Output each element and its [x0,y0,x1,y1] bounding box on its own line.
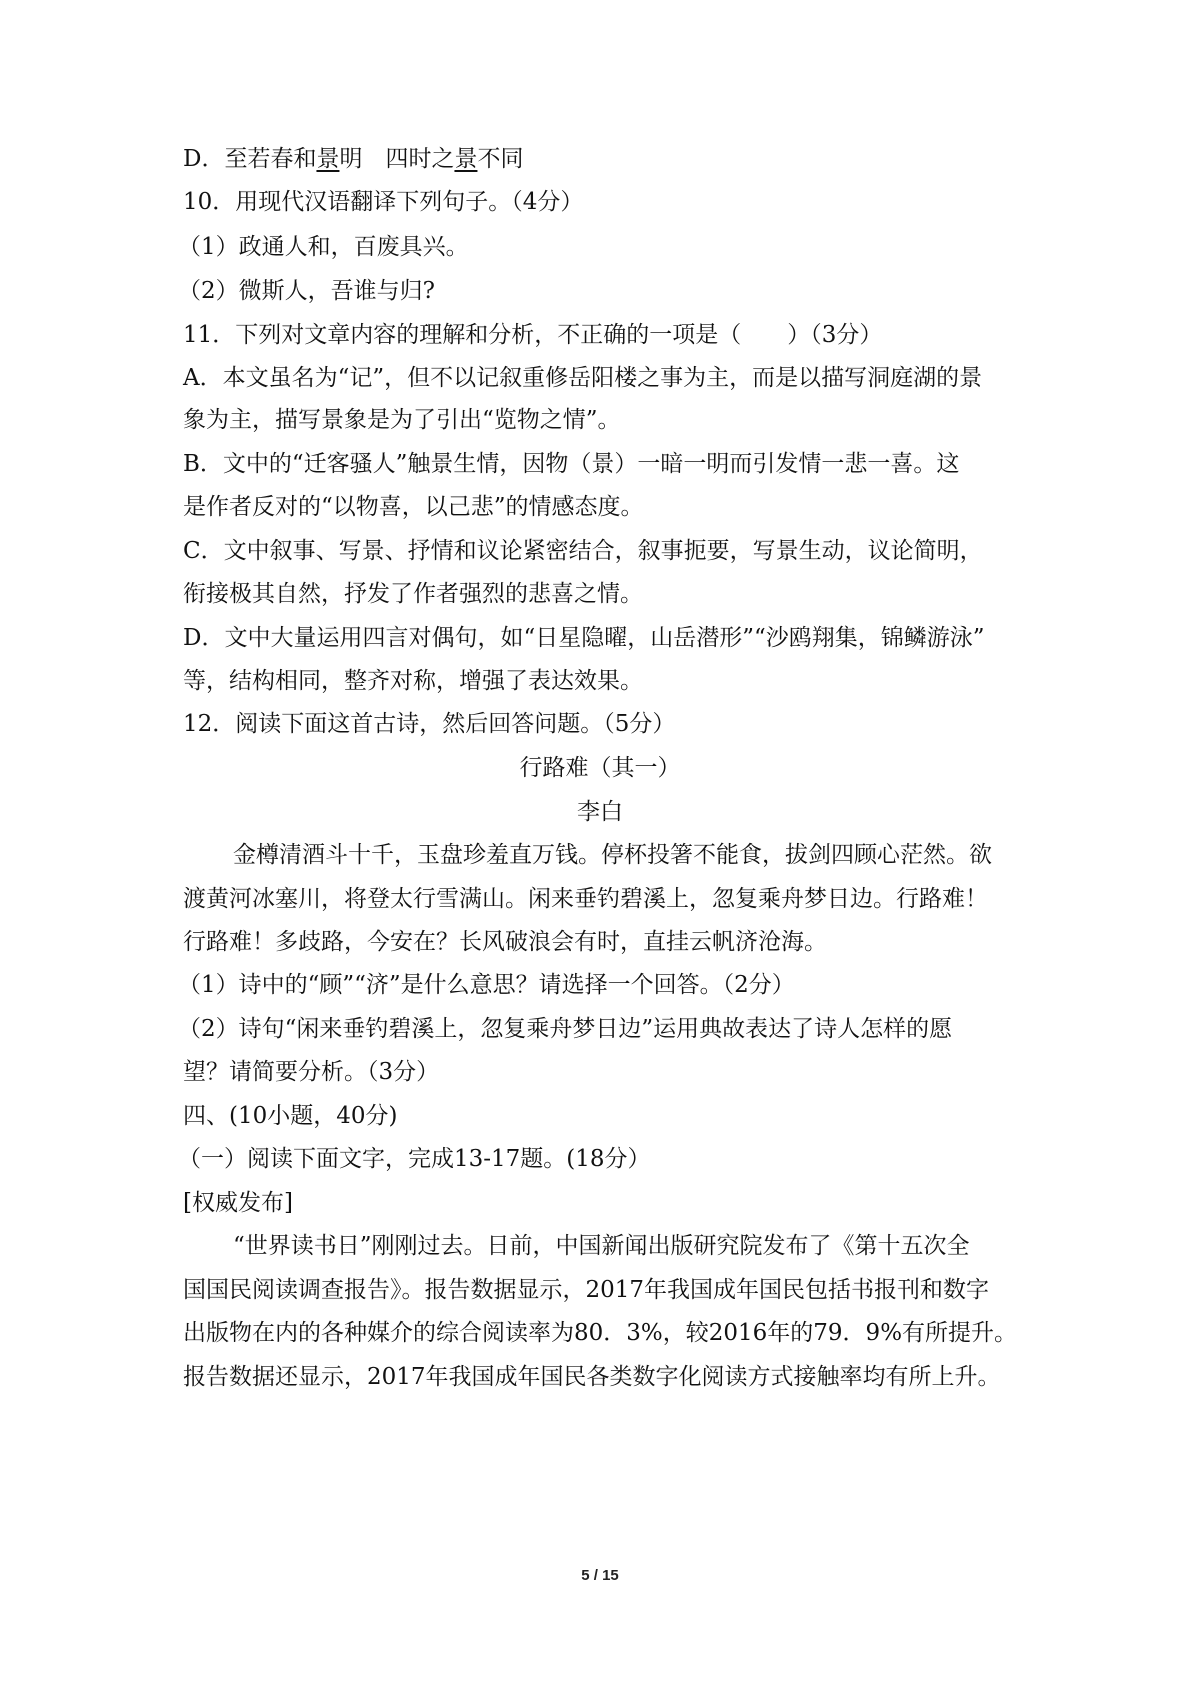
question-11: 11．下列对文章内容的理解和分析，不正确的一项是（ ）（3分） [183,322,883,348]
underlined-char: 景 [316,146,340,172]
option-11b-cont: 是作者反对的“以物喜，以己悲”的情感态度。 [183,494,644,520]
poem-author: 李白 [577,799,623,825]
passage-line-3: 出版物在内的各种媒介的综合阅读率为80．3%，较2016年的79．9%有所提升。 [183,1320,1018,1346]
option-11c: C．文中叙事、写景、抒情和议论紧密结合，叙事扼要，写景生动，议论简明， [183,538,983,564]
option-11c-cont: 衔接极其自然，抒发了作者强烈的悲喜之情。 [183,581,643,607]
question-12-item-2-cont: 望？请简要分析。（3分） [183,1059,440,1085]
option-11a: A．本文虽名为“记”，但不以记叙重修岳阳楼之事为主，而是以描写洞庭湖的景 [183,365,983,391]
page-number: 5 / 15 [581,1567,619,1584]
question-10-item-2: （2）微斯人，吾谁与归? [178,278,435,304]
option-9d-text: D．至若春和 [183,146,317,172]
question-12-item-2: （2）诗句“闲来垂钓碧溪上，忽复乘舟梦日边”运用典故表达了诗人怎样的愿 [178,1016,953,1042]
question-10: 10．用现代汉语翻译下列句子。（4分） [183,189,584,215]
passage-line-1: “世界读书日”刚刚过去。日前，中国新闻出版研究院发布了《第十五次全 [233,1233,970,1259]
underlined-char: 景 [454,146,478,172]
poem-line-3: 行路难！多歧路，今安在？长风破浪会有时，直挂云帆济沧海。 [183,929,827,955]
question-10-item-1: （1）政通人和，百废具兴。 [178,234,469,260]
passage-line-4: 报告数据还显示，2017年我国成年国民各类数字化阅读方式接触率均有所上升。 [183,1364,1001,1390]
section-four-heading: 四、(10小题，40分) [183,1103,398,1129]
option-11b: B．文中的“迁客骚人”触景生情，因物（景）一暗一明而引发情一悲一喜。这 [183,451,960,477]
poem-line-1: 金樽清酒斗十千，玉盘珍羞直万钱。停杯投箸不能食，拔剑四顾心茫然。欲 [233,842,992,868]
option-11d-cont: 等，结构相同，整齐对称，增强了表达效果。 [183,668,643,694]
passage-line-2: 国国民阅读调查报告》。报告数据显示，2017年我国成年国民包括书报刊和数字 [183,1277,990,1303]
question-12: 12．阅读下面这首古诗，然后回答问题。（5分） [183,711,676,737]
option-9d-text: 不同 [477,146,524,172]
option-11a-cont: 象为主，描写景象是为了引出“览物之情”。 [183,407,621,433]
poem-title: 行路难（其一） [519,755,681,781]
poem-line-2: 渡黄河冰塞川，将登太行雪满山。闲来垂钓碧溪上，忽复乘舟梦日边。行路难！ [183,886,988,912]
question-12-item-1: （1）诗中的“顾”“济”是什么意思？请选择一个回答。（2分） [178,972,795,998]
option-11d: D．文中大量运用四言对偶句，如“日星隐曜，山岳潜形”“沙鸥翔集，锦鳞游泳” [183,625,985,651]
option-9d-text: 明 四时之 [339,146,455,172]
option-9d [183,144,523,174]
section-four-part-1: （一）阅读下面文字，完成13-17题。(18分） [178,1146,651,1172]
passage-label: [权威发布] [183,1190,293,1216]
